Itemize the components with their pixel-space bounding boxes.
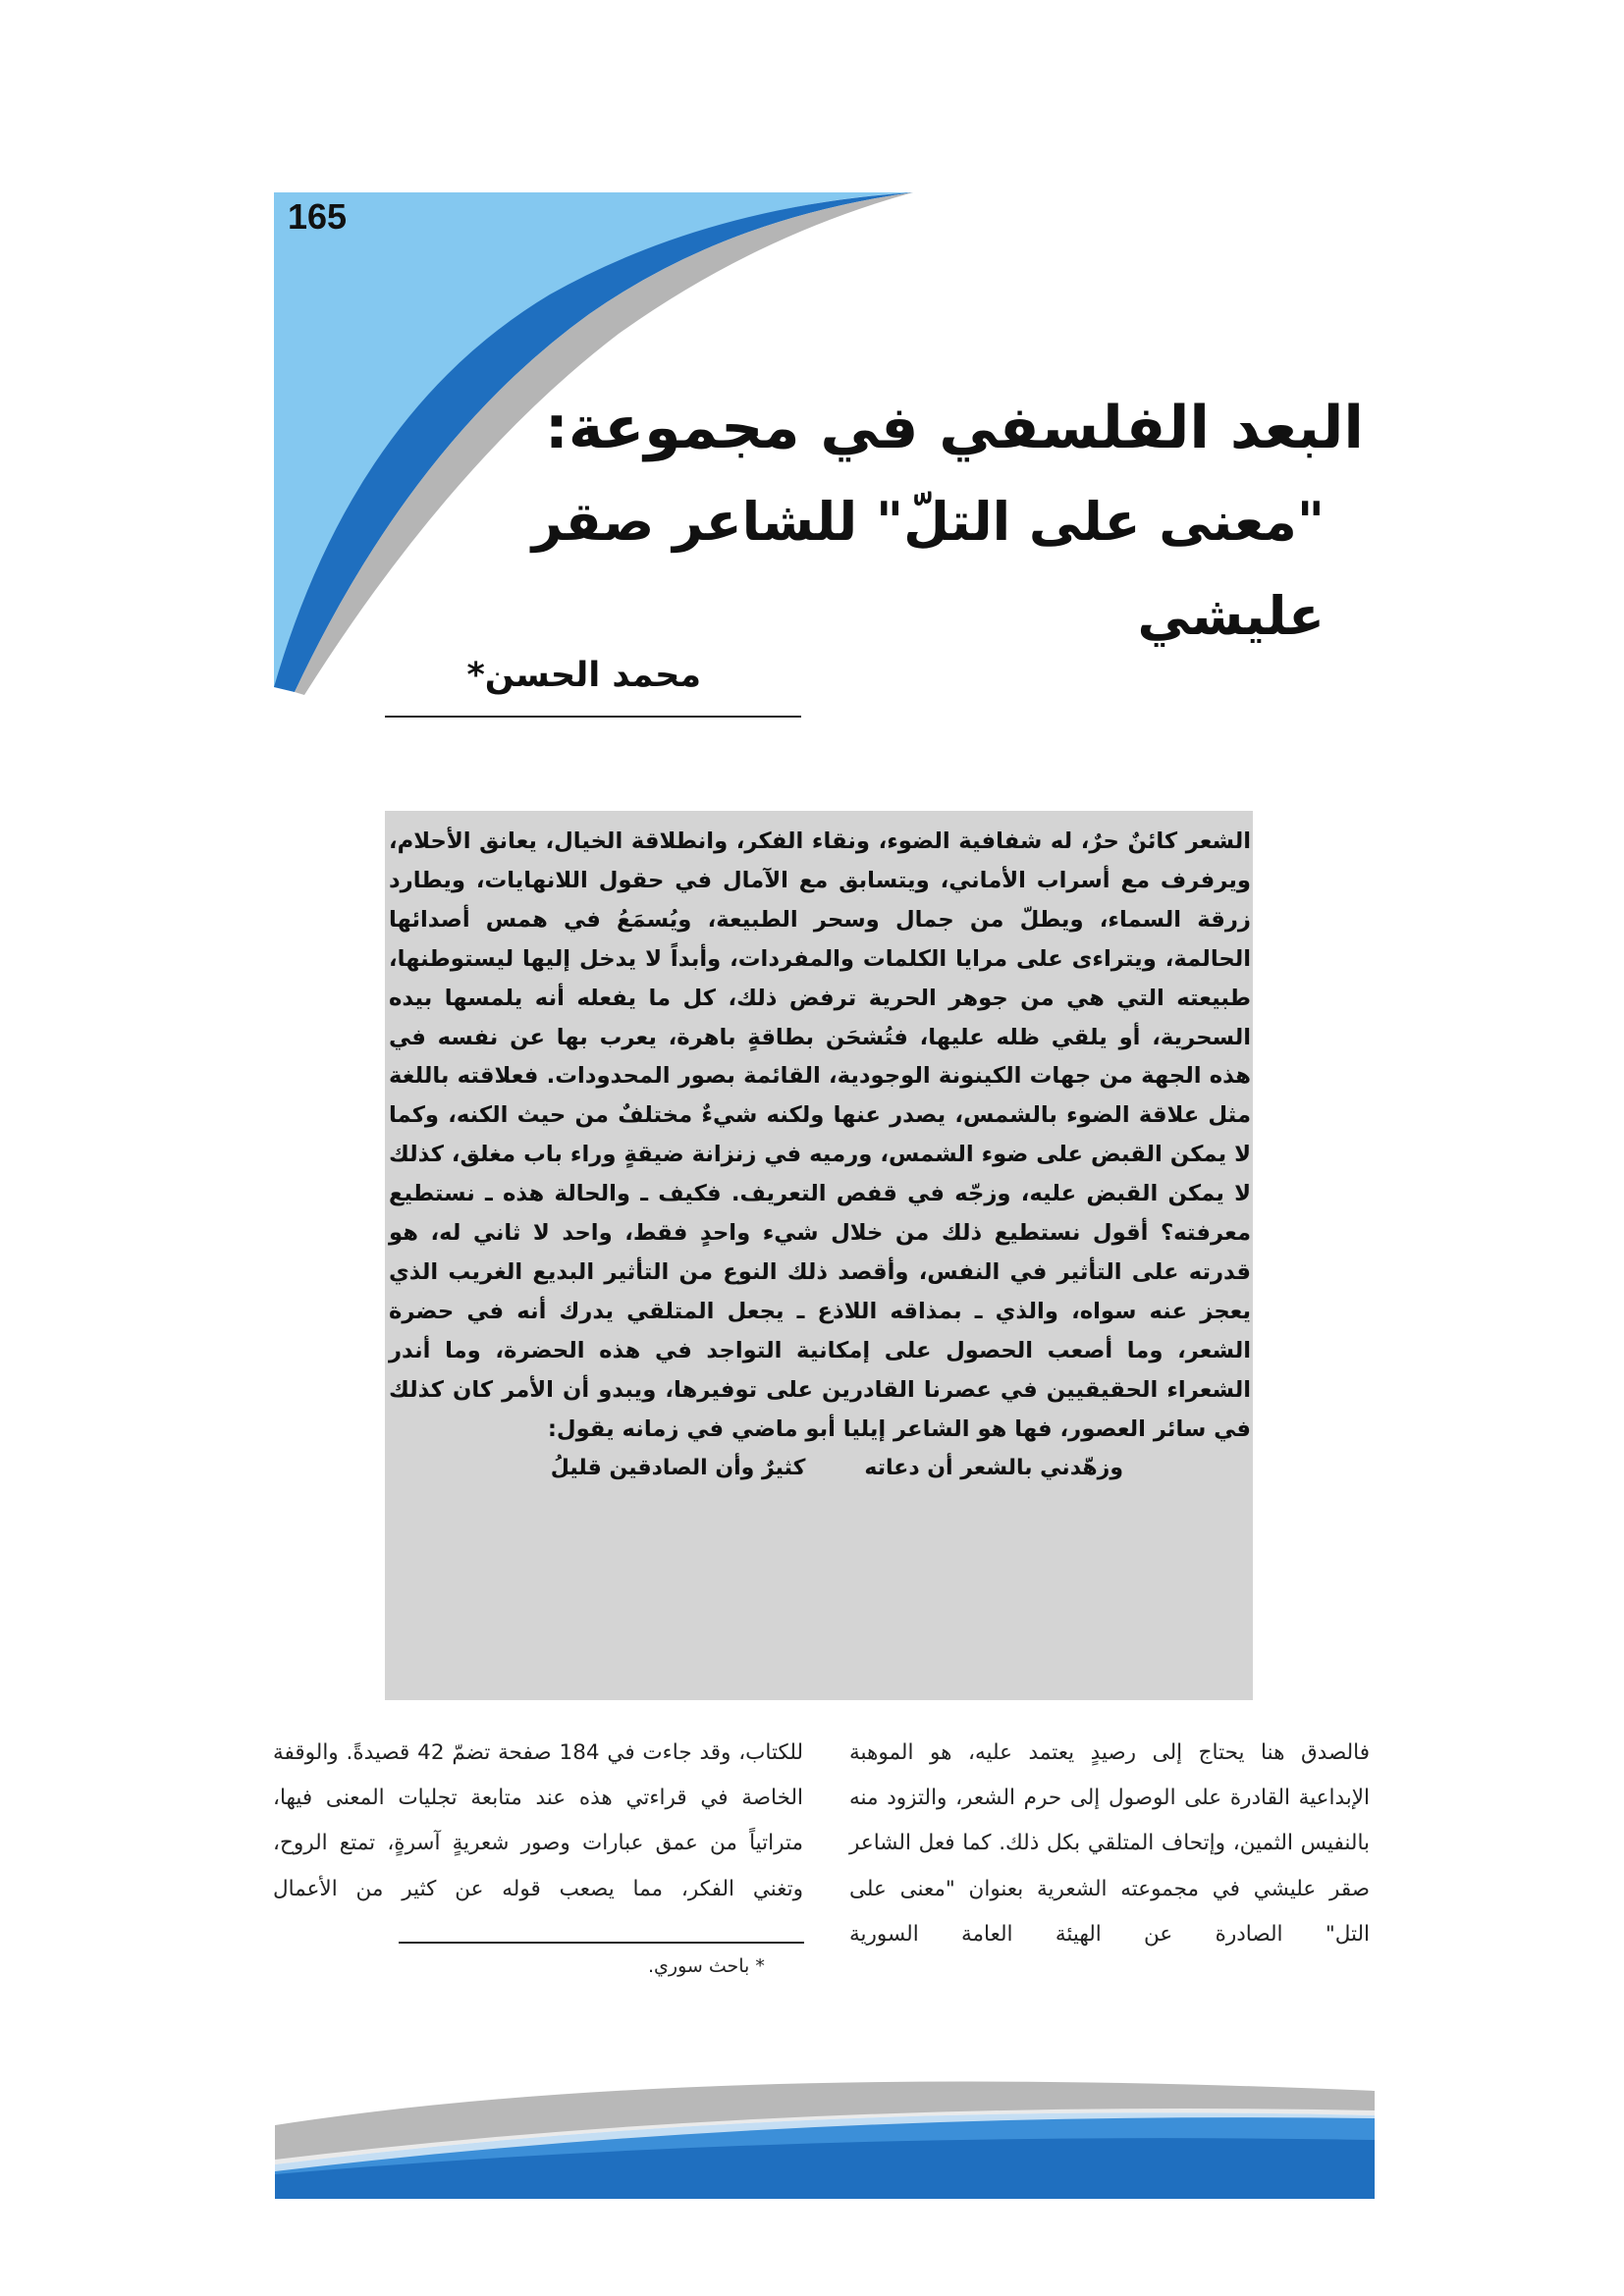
poetry-verse — [389, 1450, 1251, 1487]
footnote: * باحث سوري. — [648, 1955, 765, 1977]
verse-first-hemistich: وزهّدني بالشعر أن دعاته — [864, 1455, 1123, 1480]
footnote-divider — [399, 1942, 804, 1944]
author-underline — [385, 716, 801, 718]
title-line-1: البعد الفلسفي في مجموعة: — [544, 394, 1364, 462]
page-number: 165 — [288, 196, 348, 237]
author-name: محمد الحسن* — [466, 656, 701, 695]
body-column-left-text: للكتاب، وقد جاءت في 184 صفحة تضمّ 42 قصيدةً. والوقفة الخاصة في قراءتي هذه عند متابعة تجليات المعنى فيها، متراتياً من عمق عبارات وصور شعريةٍ آسرةٍ، تمتع الروح، وتغني الفكر، مما يصعب قوله عن كثير من الأعمال — [273, 1740, 803, 1901]
body-column-right-text: فالصدق هنا يحتاج إلى رصيدٍ يعتمد عليه، هو الموهبة الإبداعية القادرة على الوصول إلى حرم الشعر، والتزود منه بالنفيس الثمين، وإتحاف المتلقي بكل ذلك. كما فعل الشاعر صقر عليشي في مجموعته الشعرية بعنوان "معنى على التل" الصادرة عن الهيئة العامة السورية — [849, 1740, 1370, 1947]
body-column-left — [273, 1731, 803, 1912]
intro-quote-text: الشعر كائنٌ حرٌ، له شفافية الضوء، ونقاء الفكر، وانطلاقة الخيال، يعانق الأحلام، ويرفرف مع أسراب الأماني، ويتسابق مع الآمال في حقول اللانهايات، ويطارد زرقة السماء، ويطلّ من جمال وسحر الطبيعة، ويُسمَعُ في همس أصدائها الحالمة، ويتراءى على مرايا الكلمات والمفردات، وأبداً لا يدخل إليها ليستوطنها، طبيعته التي هي من جوهر الحرية ترفض ذلك، كل ما يفعله أنه يلمسها بيده السحرية، أو يلقي ظله عليها، فتُشحَن بطاقةٍ باهرة، يعرب بها عن نفسه في هذه الجهة من جهات الكينونة الوجودية، القائمة بصور المحدودات. فعلاقته باللغة مثل علاقة الضوء بالشمس، يصدر عنها ولكنه شيءٌ مختلفٌ من حيث الكنه، وكما لا يمكن القبض على ضوء الشمس، ورميه في زنزانة ضيقةٍ وراء باب مغلق، كذلك لا يمكن القبض عليه، وزجّه في قفص التعريف. فكيف ـ والحالة هذه ـ نستطيع معرفته؟ أقول نستطيع ذلك من خلال شيء واحدٍ فقط، واحد لا ثاني له، هو قدرته على التأثير في النفس، وأقصد ذلك النوع من التأثير البديع الغريب الذي يعجز عنه سواه، والذي ـ بمذاقه اللاذع ـ يجعل المتلقي يدرك أنه في حضرة الشعر، وما أصعب الحصول على إمكانية التواجد في هذه الحضرة، وما أندر الشعراء الحقيقيين في عصرنا القادرين على توفيرها، ويبدو أن الأمر كان كذلك في سائر العصور، فها هو الشاعر إيليا أبو ماضي في زمانه يقول: — [389, 828, 1251, 1442]
article-title — [480, 381, 1364, 664]
verse-second-hemistich: كثيرٌ وأن الصادقين قليلُ — [550, 1455, 806, 1480]
title-line-2: "معنى على التلّ" للشاعر صقر عليشي — [531, 491, 1325, 647]
intro-quote-box — [385, 811, 1253, 1700]
body-column-right — [849, 1731, 1370, 1957]
